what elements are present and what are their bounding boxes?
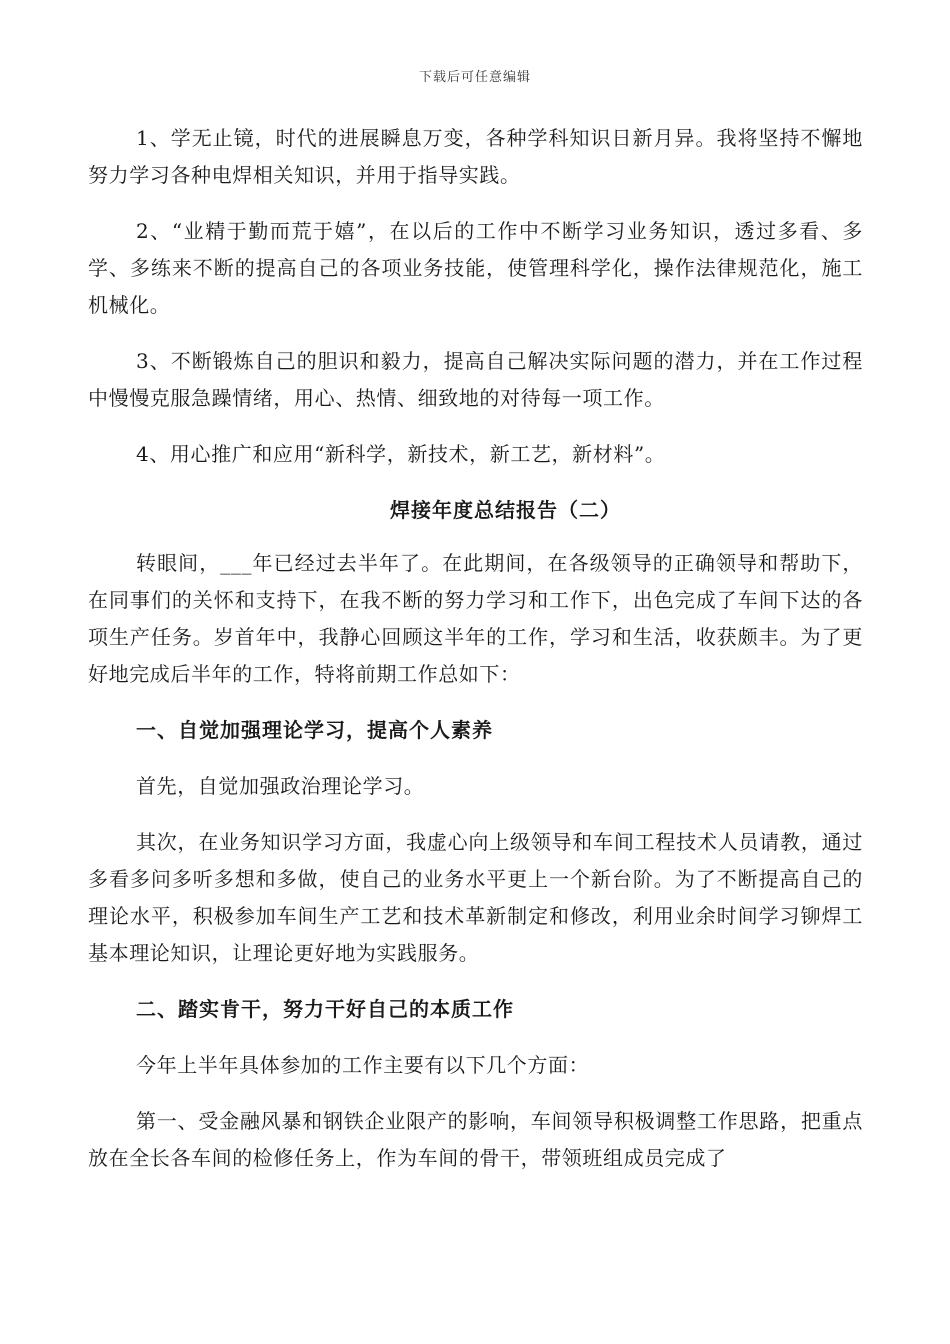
- heading-2-paragraph-2: 第一、受金融风暴和钢铁企业限产的影响，车间领导积极调整工作思路，把重点放在全长各车间的检修任务上，作为车间的骨干，带领班组成员完成了: [88, 1109, 863, 1170]
- heading-2-paragraph-1: 今年上半年具体参加的工作主要有以下几个方面：: [136, 1053, 590, 1077]
- paragraph-3: 3、不断锻炼自己的胆识和毅力，提高自己解决实际问题的潜力，并在工作过程中慢慢克服急躁情绪，用心、热情、细致地的对待每一项工作。: [88, 349, 863, 410]
- paragraph-1: 1、学无止镜，时代的进展瞬息万变，各种学科知识日新月异。我将坚持不懈地努力学习各种电焊相关知识，并用于指导实践。: [88, 126, 863, 187]
- paragraph-2: 2、“业精于勤而荒于嬉”，在以后的工作中不断学习业务知识，透过多看、多学、多练来不断的提高自己的各项业务技能，使管理科学化，操作法律规范化，施工机械化。: [88, 219, 863, 317]
- document-body: [88, 120, 863, 1196]
- paragraph-4: 4、用心推广和应用“新科学，新技术，新工艺，新材料”。: [136, 442, 666, 466]
- section-title: 焊接年度总结报告（二）: [390, 498, 621, 522]
- heading-1-paragraph-1: 首先，自觉加强政治理论学习。: [136, 774, 425, 798]
- intro-paragraph: 转眼间，___年已经过去半年了。在此期间，在各级领导的正确领导和帮助下，在同事们的关怀和支持下，在我不断的努力学习和工作下，出色完成了车间下达的各项生产任务。岁首年中，我静心回顾这半年的工作，学习和生活，收获颇丰。为了更好地完成后半年的工作，特将前期工作总如下：: [88, 551, 863, 686]
- heading-1: 一、自觉加强理论学习，提高个人素养: [136, 718, 493, 742]
- heading-1-paragraph-2: 其次，在业务知识学习方面，我虚心向上级领导和车间工程技术人员请教，通过多看多问多听多想和多做，使自己的业务水平更上一个新台阶。为了不断提高自己的理论水平，积极参加车间生产工艺和技术革新制定和修改，利用业余时间学习铆焊工基本理论知识，让理论更好地为实践服务。: [88, 830, 863, 965]
- page-header: 下载后可任意编辑: [418, 70, 531, 85]
- heading-2: 二、踏实肯干，努力干好自己的本质工作: [136, 997, 514, 1021]
